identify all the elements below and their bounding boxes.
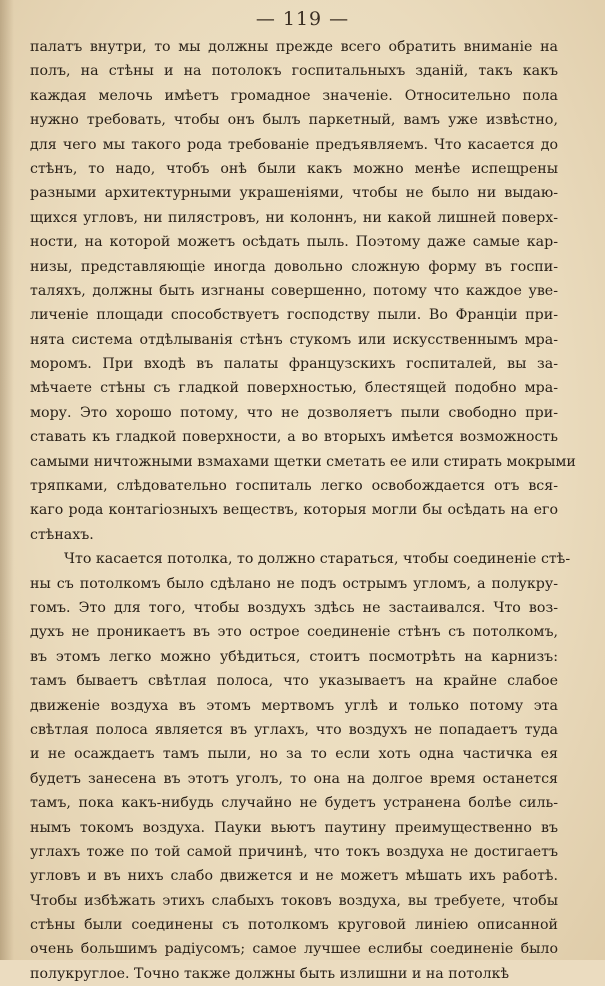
text-line: для чего мы такого рода требованіе предъявляемъ. Что касается до <box>30 136 558 153</box>
text-line: очень большимъ радіусомъ; самое лучшее еслибы соединеніе было <box>30 941 558 958</box>
text-line: ны съ потолкомъ было сдѣлано не подъ острымъ угломъ, а полукру- <box>30 575 558 592</box>
text-line: личеніе площади способствуетъ господству пыли. Во Франціи при- <box>30 307 558 324</box>
text-line: тамъ бываетъ свѣтлая полоса, что указываетъ на крайне слабое <box>30 673 558 690</box>
text-line: движеніе воздуха въ этомъ мертвомъ углѣ и только потому эта <box>30 697 558 714</box>
text-line: нужно требовать, чтобы онъ былъ паркетный, вамъ уже извѣстно, <box>30 112 558 129</box>
text-line: гомъ. Это для того, чтобы воздухъ здѣсь не застаивался. Что воз- <box>30 599 558 616</box>
paragraph <box>30 547 571 986</box>
text-line: разными архитектурными украшеніями, чтобы не было ни выдаю- <box>30 185 558 202</box>
text-line: стѣны были соединены съ потолкомъ круговой линіею описанной <box>30 917 558 934</box>
text-line: полукруглое. Точно также должны быть излишни и на потолкѣ <box>30 965 510 982</box>
text-line: мору. Это хорошо потому, что не дозволяетъ пыли свободно при- <box>30 404 558 421</box>
text-line: таляхъ, должны быть изгнаны совершенно, потому что каждое уве- <box>30 282 558 299</box>
body-text <box>30 35 576 986</box>
text-line: нята система отдѣлыванія стѣнъ стукомъ или искусственнымъ мра- <box>30 331 558 348</box>
text-line: стѣнахъ. <box>30 526 94 543</box>
paragraph <box>30 35 576 547</box>
page-number: — 119 — <box>255 8 350 30</box>
text-line: самыми ничтожными взмахами щетки сметать ее или стирать мокрыми <box>30 453 576 470</box>
text-line: и не осаждаетъ тамъ пыли, но за то если хоть одна частичка ея <box>30 746 558 763</box>
text-line: моромъ. При входѣ въ палаты французскихъ госпиталей, вы за- <box>30 356 558 373</box>
text-line: углахъ тоже по той самой причинѣ, что токъ воздуха не достигаетъ <box>30 843 558 860</box>
text-line: палатъ внутри, то мы должны прежде всего обратить вниманіе на <box>30 39 558 55</box>
text-line: стѣнъ, то надо, чтобъ онѣ были какъ можно менѣе испещрены <box>30 160 558 177</box>
text-line: нымъ токомъ воздуха. Пауки вьютъ паутину преимущественно въ <box>30 819 558 836</box>
text-line: въ этомъ легко можно убѣдиться, стоитъ посмотрѣть на карнизъ: <box>30 648 558 665</box>
text-line: угловъ и въ нихъ слабо движется и не можетъ мѣшать ихъ работѣ. <box>30 868 558 885</box>
text-line: низы, представляющіе иногда довольно сложную форму въ госпи- <box>30 258 558 275</box>
text-line: ности, на которой можетъ осѣдать пыль. Поэтому даже самые кар- <box>30 234 558 251</box>
text-line: каждая мелочь имѣетъ громадное значеніе. Относительно пола <box>30 87 558 104</box>
text-line: будетъ занесена въ этотъ уголъ, то она на долгое время останется <box>30 770 558 787</box>
text-line: каго рода контагіозныхъ веществъ, которыя могли бы осѣдать на его <box>30 502 558 519</box>
text-line: тамъ, пока какъ-нибудь случайно не будетъ устранена болѣе силь- <box>30 795 558 812</box>
text-line: тряпками, слѣдовательно госпиталь легко освобождается отъ вся- <box>30 478 558 495</box>
text-line: мѣчаете стѣны съ гладкой поверхностью, блестящей подобно мра- <box>30 380 558 397</box>
text-line: Что касается потолка, то должно стараться, чтобы соединеніе стѣ- <box>64 551 571 568</box>
text-line: Чтобы избѣжать этихъ слабыхъ токовъ воздуха, вы требуете, чтобы <box>30 892 558 909</box>
text-line: полъ, на стѣны и на потолокъ госпитальныхъ зданій, такъ какъ <box>30 63 558 80</box>
text-line: щихся угловъ, ни пилястровъ, ни колоннъ, ни какой лишней поверх- <box>30 209 558 226</box>
text-line: ставать къ гладкой поверхности, а во вторыхъ имѣется возможность <box>30 429 558 446</box>
text-line: свѣтлая полоса является въ углахъ, что воздухъ не попадаетъ туда <box>30 721 558 738</box>
page-gutter-shadow <box>0 0 14 960</box>
text-line: духъ не проникаетъ въ это острое соединеніе стѣнъ съ потолкомъ, <box>30 624 558 641</box>
